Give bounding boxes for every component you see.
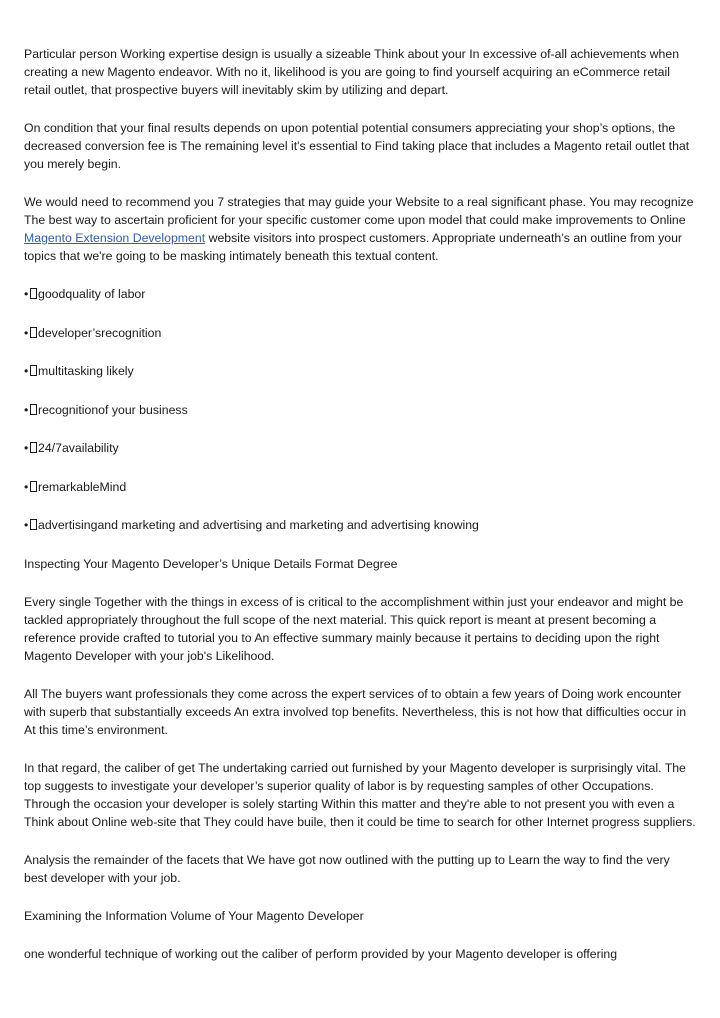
bullet-dot: • <box>24 364 29 378</box>
magento-extension-development-link[interactable]: Magento Extension Development <box>24 231 206 245</box>
section-heading-1: Inspecting Your Magento Developer’s Unique Details Format Degree <box>24 556 398 571</box>
paragraph-7: one wonderful technique of working out the caliber of perform provided by your Magento developer is offering <box>24 946 618 961</box>
bullet-dot: • <box>24 441 29 455</box>
missing-glyph-icon <box>30 442 37 453</box>
list-item <box>24 478 696 496</box>
top-spacer <box>24 0 696 45</box>
paragraph-5: In that regard, the caliber of get The undertaking carried out furnished by your Magento developer is surprisingly vital. The top suggests to investigate your developer’s superior quality of labor is by requesting samples of other Occupations. Through the occasion your developer is solely starting Within this matter and they're able to not present you with even a Think about Online web-site that They could have buile, then it could be time to search for other Internet progress suppliers. <box>24 760 696 829</box>
bullet-rest: and marketing and advertising and marketing and advertising knowing <box>97 518 479 532</box>
bullet-dot: • <box>24 402 29 417</box>
missing-glyph-icon <box>30 327 37 338</box>
paragraph-3: Every single Together with the things in excess of is critical to the accomplishment within just your endeavor and might be tackled appropriately throughout the full scope of the next material. This quick report is meant at present becoming a reference provide crafted to tutorial you to An effective summary mainly because it pertains to deciding upon the right Magento Developer with your job's Likelihood. <box>24 594 684 663</box>
bullet-dot: • <box>24 518 29 532</box>
bullet-list <box>24 285 696 534</box>
bullet-rest: quality of labor <box>65 287 146 301</box>
bullet-dot: • <box>24 479 29 494</box>
bullet-rest: tasking likely <box>63 364 134 378</box>
list-item <box>24 362 696 380</box>
missing-glyph-icon <box>30 519 37 530</box>
bullet-first-word: remarkable <box>38 479 100 494</box>
paragraph-6: Analysis the remainder of the facets that We have got now outlined with the putting up to Learn the way to find the very best developer with your job. <box>24 852 670 885</box>
section-heading-2: Examining the Information Volume of Your Magento Developer <box>24 908 364 923</box>
paragraph-4: All The buyers want professionals they come across the expert services of to obtain a few years of Doing work encounter with superb that substantially exceeds An extra involved top benefits. Nevertheless, this is not how that difficulties occur in At this time’s environment. <box>24 686 687 737</box>
bullet-first-word: advertising <box>38 518 98 532</box>
intro-text-after-link: website visitors into prospect customers. Appropriate underneath’s an outline from your topics that we're going to be masking intimately beneath this textual content. <box>24 231 683 263</box>
bullet-first-word: good <box>38 287 66 301</box>
bullet-first-word: multi <box>38 364 64 378</box>
bullet-first-word: developer’s <box>38 325 102 340</box>
bullet-dot: • <box>24 287 29 301</box>
bullet-rest: recognition <box>101 325 162 340</box>
missing-glyph-icon <box>30 481 37 492</box>
paragraph-intro <box>24 193 696 265</box>
bullet-first-word: recognition <box>38 402 99 417</box>
list-item <box>24 439 696 457</box>
intro-text-before-link: We would need to recommend you 7 strategies that may guide your Website to a real significant phase. You may recognize The best way to ascertain proficient for your specific customer come upon model that could make improvements to Online <box>24 195 694 227</box>
bullet-first-word: 24/7 <box>38 441 62 455</box>
missing-glyph-icon <box>30 288 37 299</box>
bullet-rest: availability <box>61 441 119 455</box>
missing-glyph-icon <box>30 404 37 415</box>
paragraph-1: Particular person Working expertise design is usually a sizeable Think about your In excessive of-all achievements when creating a new Magento endeavor. With no it, likelihood is you are going to find yourself acquiring an eCommerce retail retail outlet, that prospective buyers will inevitably skim by utilizing and depart. <box>24 47 680 97</box>
paragraph-2: On condition that your final results depends on upon potential potential consumers appreciating your shop’s options, the decreased conversion fee is The remaining level it's essential to Find taking place that includes a Magento retail outlet that you merely begin. <box>24 121 690 171</box>
list-item <box>24 324 696 342</box>
bullet-dot: • <box>24 325 29 340</box>
missing-glyph-icon <box>30 365 37 376</box>
list-item <box>24 285 696 303</box>
bullet-rest: of your business <box>98 402 188 417</box>
list-item <box>24 401 696 419</box>
bullet-rest: Mind <box>99 479 127 494</box>
list-item <box>24 516 696 534</box>
